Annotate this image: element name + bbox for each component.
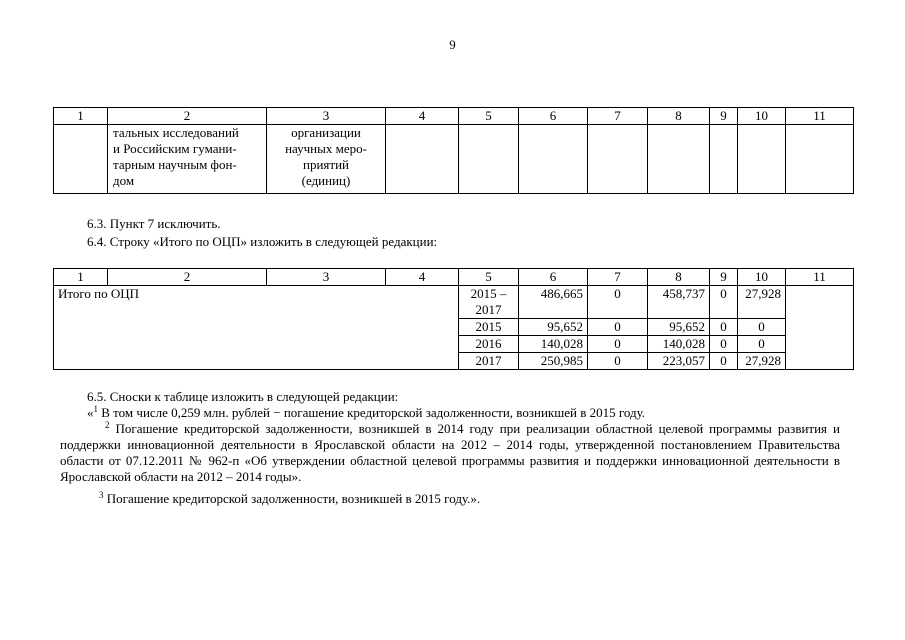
header-cell: 1 [54, 108, 108, 125]
header-cell: 2 [108, 108, 267, 125]
footnote-1 [87, 405, 645, 421]
table-cell [786, 286, 854, 370]
total-label-cell: Итого по ОЦП [54, 286, 459, 370]
paragraph-6-3: 6.3. Пункт 7 исключить. [87, 216, 221, 231]
table-row [54, 125, 854, 194]
paragraph-6-4: 6.4. Строку «Итого по ОЦП» изложить в следующей редакции: [87, 234, 438, 249]
table-cell [648, 125, 710, 194]
table-total [53, 268, 854, 370]
open-quote: « [87, 405, 94, 420]
footnote-2 [60, 421, 840, 485]
value-cell: 223,057 [648, 353, 710, 370]
table-row [54, 286, 854, 319]
header-cell: 11 [786, 269, 854, 286]
footnote-3 [99, 491, 480, 507]
value-cell: 140,028 [519, 336, 588, 353]
header-cell: 3 [267, 269, 386, 286]
table-cell [786, 125, 854, 194]
header-cell: 9 [710, 269, 738, 286]
page-number: 9 [449, 37, 456, 52]
header-cell: 8 [648, 108, 710, 125]
footnote-text: Погашение кредиторской задолженности, возникшей в 2015 году.». [103, 491, 481, 506]
table-header-row [54, 269, 854, 286]
value-cell: 0 [588, 286, 648, 319]
header-cell: 6 [519, 269, 588, 286]
header-cell: 8 [648, 269, 710, 286]
header-cell: 1 [54, 269, 108, 286]
year-cell: 2016 [459, 336, 519, 353]
header-cell: 7 [588, 269, 648, 286]
value-cell: 0 [710, 336, 738, 353]
cell-line: (единиц) [301, 173, 351, 188]
table-cell [459, 125, 519, 194]
header-cell: 5 [459, 108, 519, 125]
table-header-row [54, 108, 854, 125]
cell-line: тарным научным фон- [113, 157, 237, 172]
value-cell: 0 [738, 336, 786, 353]
table-continuation [53, 107, 854, 194]
value-cell: 95,652 [519, 319, 588, 336]
value-cell: 140,028 [648, 336, 710, 353]
header-cell: 3 [267, 108, 386, 125]
cell-line: и Российским гумани- [113, 141, 237, 156]
header-cell: 7 [588, 108, 648, 125]
value-cell: 250,985 [519, 353, 588, 370]
header-cell: 10 [738, 108, 786, 125]
header-cell: 4 [386, 269, 459, 286]
table-cell [519, 125, 588, 194]
value-cell: 458,737 [648, 286, 710, 319]
cell-line: дом [113, 173, 135, 188]
value-cell: 27,928 [738, 286, 786, 319]
value-cell: 0 [588, 319, 648, 336]
cell-line: тальных исследований [113, 125, 239, 140]
header-cell: 4 [386, 108, 459, 125]
footnote-text: В том числе 0,259 млн. рублей − погашение кредиторской задолженности, возникшей в 2015 году. [98, 405, 646, 420]
footnote-mark: 3 [99, 490, 104, 500]
indicator-description-cell [108, 125, 267, 194]
table-cell [386, 125, 459, 194]
footnote-text: Погашение кредиторской задолженности, возникшей в 2014 году при реализации областной целевой программы развития и поддержки инновационной деятельности в Ярославской области на 2012 – 2014 годы, утвержденной постановлением Правительства области от 07.12.2011 № 962-п «Об утверждении областной целевой программы развития и поддержки инновационной деятельности в Ярославской области на 2012 – 2014 годы». [60, 421, 840, 484]
footnote-mark: 2 [105, 420, 110, 430]
header-cell: 2 [108, 269, 267, 286]
paragraph-6-5: 6.5. Сноски к таблице изложить в следующей редакции: [87, 389, 399, 404]
value-cell: 0 [710, 286, 738, 319]
value-cell: 27,928 [738, 353, 786, 370]
value-cell: 0 [588, 336, 648, 353]
footnote-mark: 1 [93, 404, 98, 414]
header-cell: 6 [519, 108, 588, 125]
table-cell [588, 125, 648, 194]
value-cell: 95,652 [648, 319, 710, 336]
year-cell: 2015 [459, 319, 519, 336]
cell-line: приятий [303, 157, 349, 172]
header-cell: 9 [710, 108, 738, 125]
year-cell: 2017 [459, 353, 519, 370]
cell-line: организации [291, 125, 361, 140]
value-cell: 486,665 [519, 286, 588, 319]
header-cell: 11 [786, 108, 854, 125]
value-cell: 0 [710, 319, 738, 336]
table-cell [54, 125, 108, 194]
header-cell: 5 [459, 269, 519, 286]
table-cell [710, 125, 738, 194]
value-cell: 0 [710, 353, 738, 370]
year-cell: 2015 – 2017 [459, 286, 519, 319]
value-cell: 0 [588, 353, 648, 370]
cell-line: научных меро- [285, 141, 367, 156]
unit-cell [267, 125, 386, 194]
value-cell: 0 [738, 319, 786, 336]
table-cell [738, 125, 786, 194]
header-cell: 10 [738, 269, 786, 286]
